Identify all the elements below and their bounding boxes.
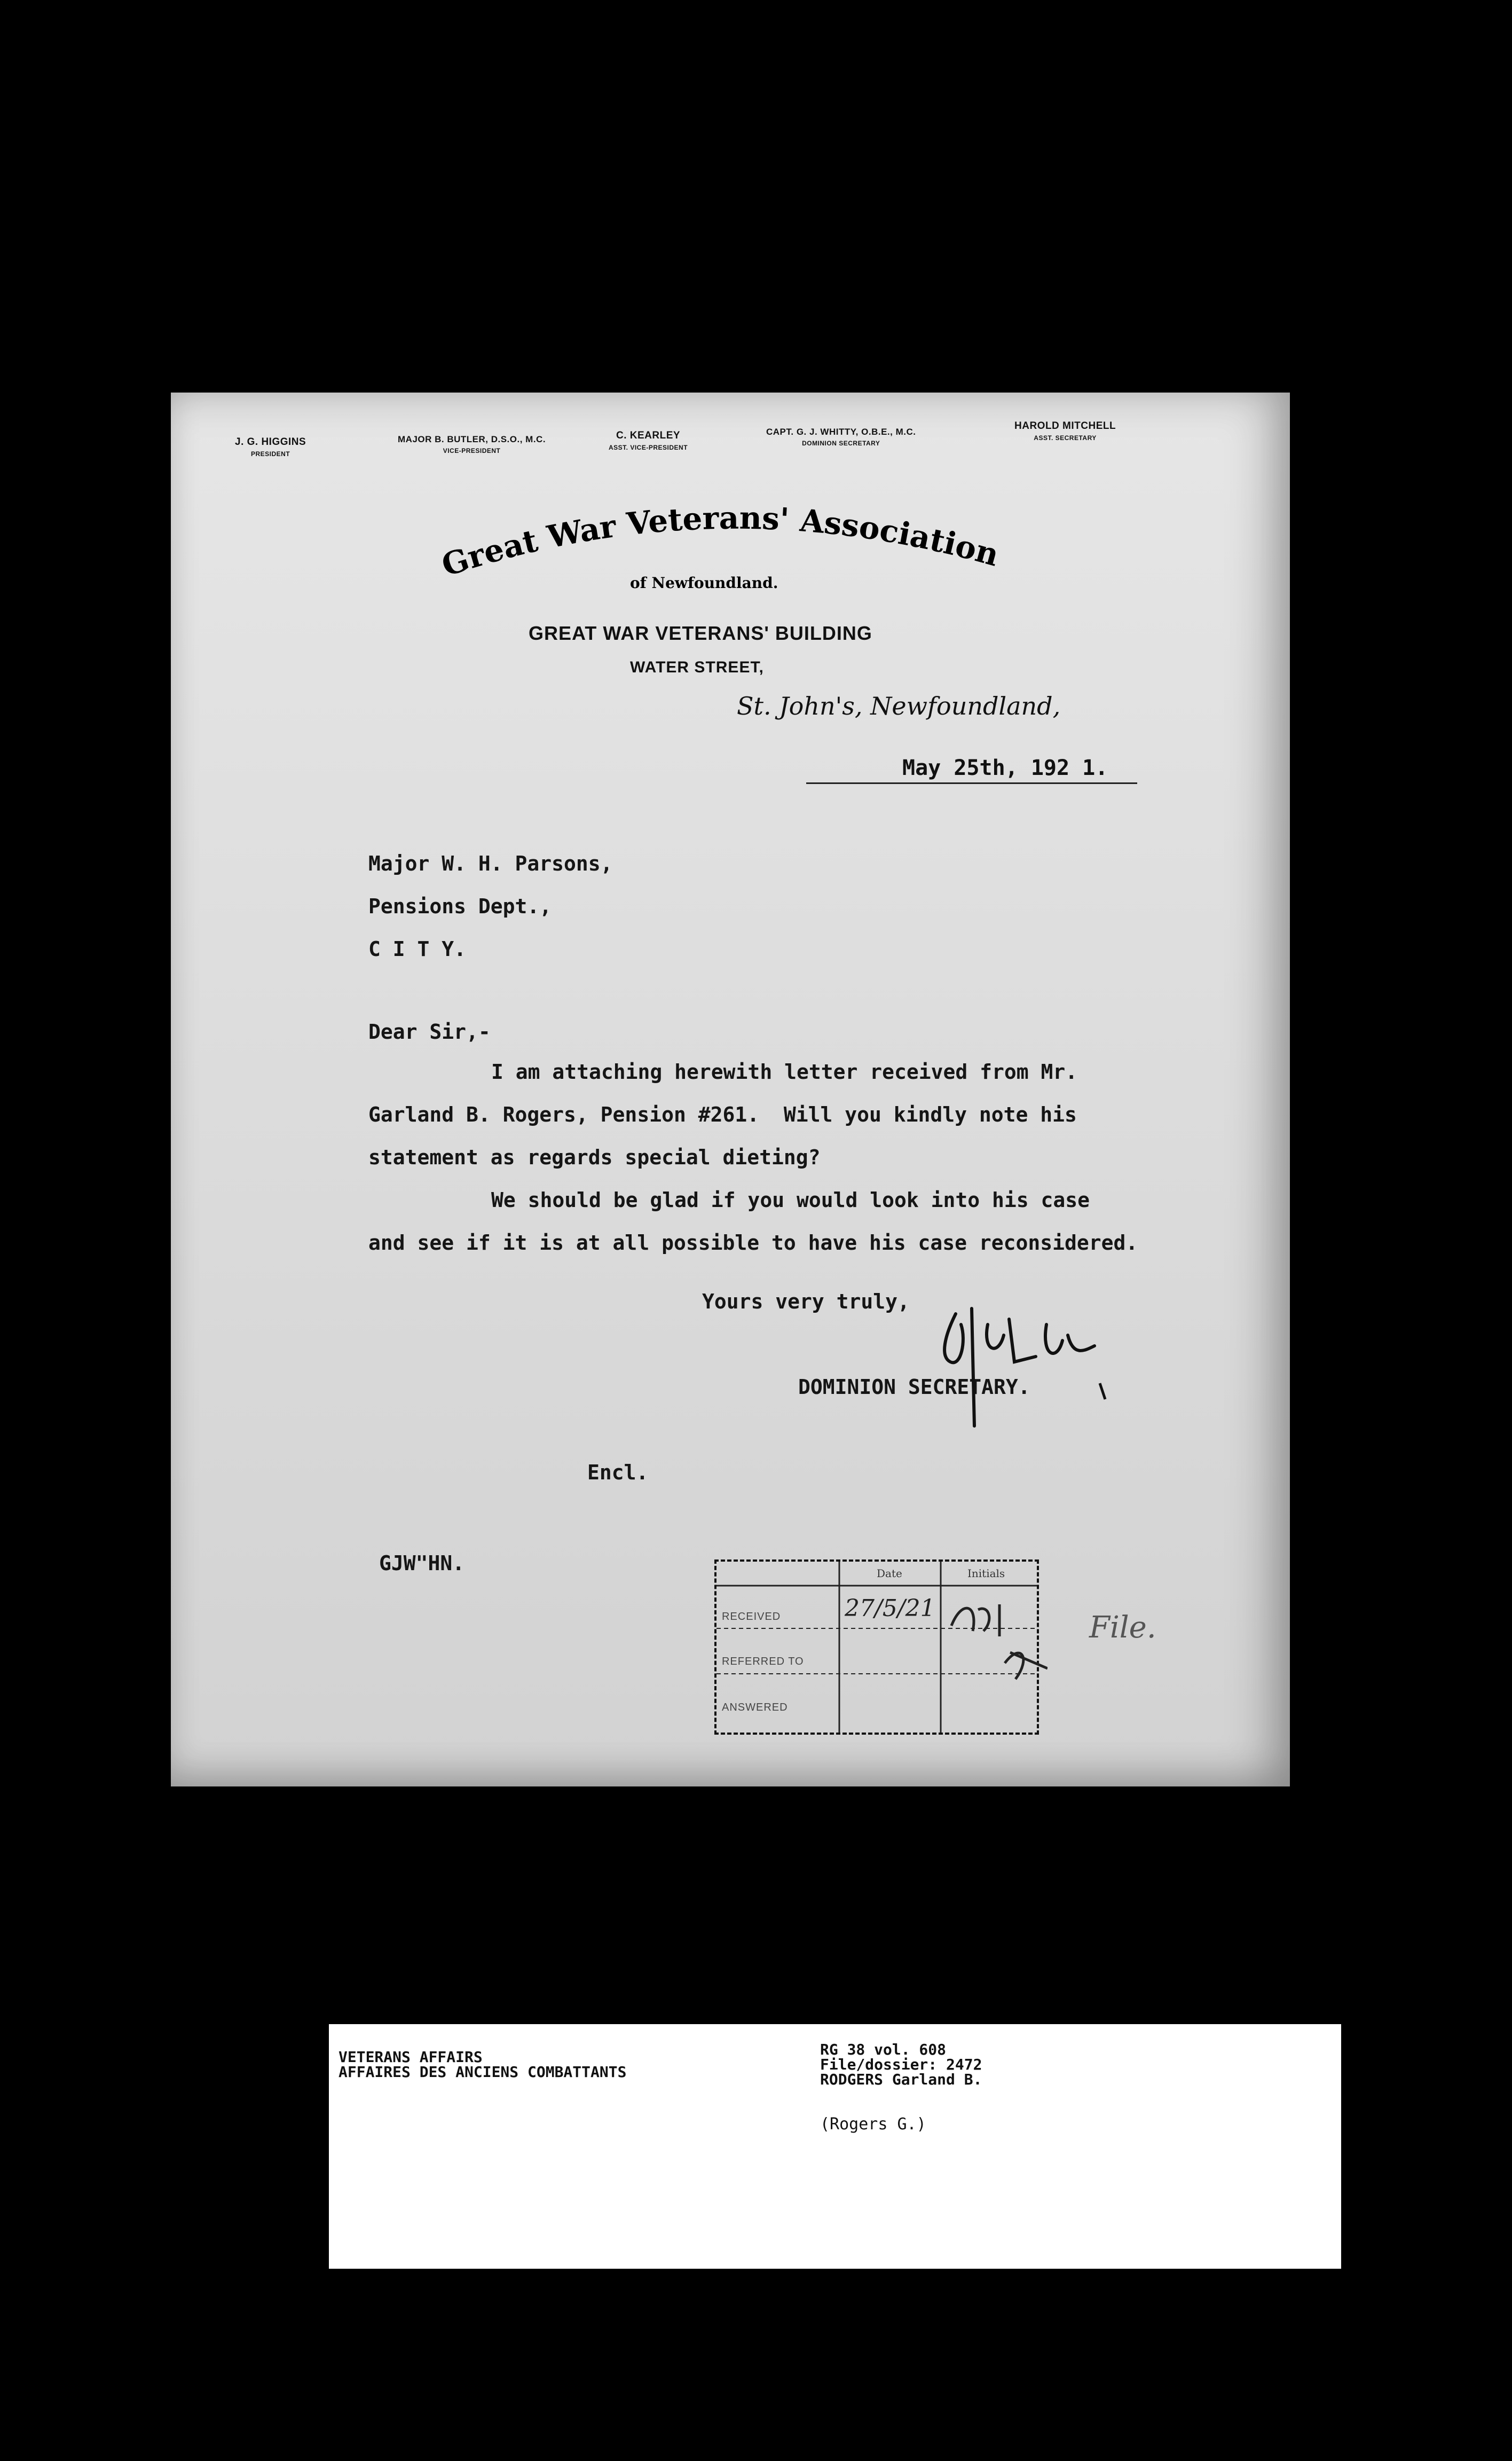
signature (924, 1292, 1127, 1431)
officer-asst-secretary (1014, 420, 1116, 442)
card-department-fr: AFFAIRES DES ANCIENS COMBATTANTS (338, 2063, 627, 2081)
card-subject-name: RODGERS Garland B. (820, 2071, 982, 2088)
handwritten-file-note: File. (1089, 1610, 1156, 1645)
officer-name: HAROLD MITCHELL (1014, 420, 1116, 432)
letter-page (171, 393, 1290, 1786)
officer-name: J. G. HIGGINS (235, 436, 306, 448)
stamp-row-received: RECEIVED (722, 1611, 781, 1623)
officer-title: PRESIDENT (251, 450, 290, 458)
officer-dominion-secretary (766, 427, 916, 447)
officer-name: CAPT. G. J. WHITTY, O.B.E., M.C. (766, 427, 916, 437)
building-name: GREAT WAR VETERANS' BUILDING (529, 622, 872, 644)
reference-initials: GJW"HN. (379, 1551, 465, 1575)
body-line: Garland B. Rogers, Pension #261. Will you kindly note his (368, 1103, 1077, 1126)
organization-name-arc (427, 505, 1014, 585)
enclosure-note: Encl. (587, 1461, 649, 1484)
letter-date: May 25th, 192 1. (902, 756, 1108, 780)
body-line: I am attaching herewith letter received from Mr. (491, 1060, 1078, 1084)
city-line: St. John's, Newfoundland, (737, 692, 1061, 720)
body-line: statement as regards special dieting? (368, 1146, 821, 1169)
officers-header (171, 418, 1290, 461)
street-name: WATER STREET, (630, 659, 764, 676)
addressee-line: Major W. H. Parsons, (368, 852, 613, 875)
organization-name-text: Great War Veterans' Association (437, 505, 1003, 584)
officer-title: DOMINION SECRETARY (802, 440, 880, 447)
stamp-received-date: 27/5/21 (845, 1595, 935, 1622)
body-line: We should be glad if you would look into his case (491, 1188, 1090, 1212)
officer-president (235, 436, 306, 458)
received-stamp (714, 1559, 1039, 1735)
organization-subtitle: of Newfoundland. (630, 574, 778, 592)
stamp-initials-scribble (941, 1588, 1048, 1695)
officer-title: VICE-PRESIDENT (443, 447, 501, 454)
officer-name: C. KEARLEY (616, 430, 681, 441)
addressee-line: C I T Y. (368, 937, 467, 961)
salutation: Dear Sir,- (368, 1020, 491, 1044)
stamp-row-answered: ANSWERED (722, 1702, 788, 1713)
addressee-line: Pensions Dept., (368, 895, 552, 918)
card-record-group: RG 38 vol. 608 (820, 2041, 947, 2058)
signatory-title: DOMINION SECRETARY. (798, 1375, 1030, 1399)
officer-asst-vice-president (609, 430, 688, 451)
svg-text:Great War Veterans' Associatio (437, 505, 1003, 584)
officer-name: MAJOR B. BUTLER, D.S.O., M.C. (398, 434, 546, 444)
archive-reference-card (329, 2024, 1341, 2269)
closing: Yours very truly, (702, 1290, 910, 1313)
card-department-en: VETERANS AFFAIRS (338, 2048, 483, 2066)
officer-title: ASST. SECRETARY (1034, 434, 1097, 442)
officer-vice-president (398, 434, 546, 454)
officer-title: ASST. VICE-PRESIDENT (609, 444, 688, 451)
card-file-number: File/dossier: 2472 (820, 2056, 982, 2073)
stamp-header-initials: Initials (967, 1567, 1005, 1580)
stamp-row-referred: REFERRED TO (722, 1656, 804, 1667)
body-line: and see if it is at all possible to have his case reconsidered. (368, 1231, 1138, 1255)
stamp-header-date: Date (877, 1567, 902, 1580)
card-handwritten-note: (Rogers G.) (820, 2115, 926, 2134)
